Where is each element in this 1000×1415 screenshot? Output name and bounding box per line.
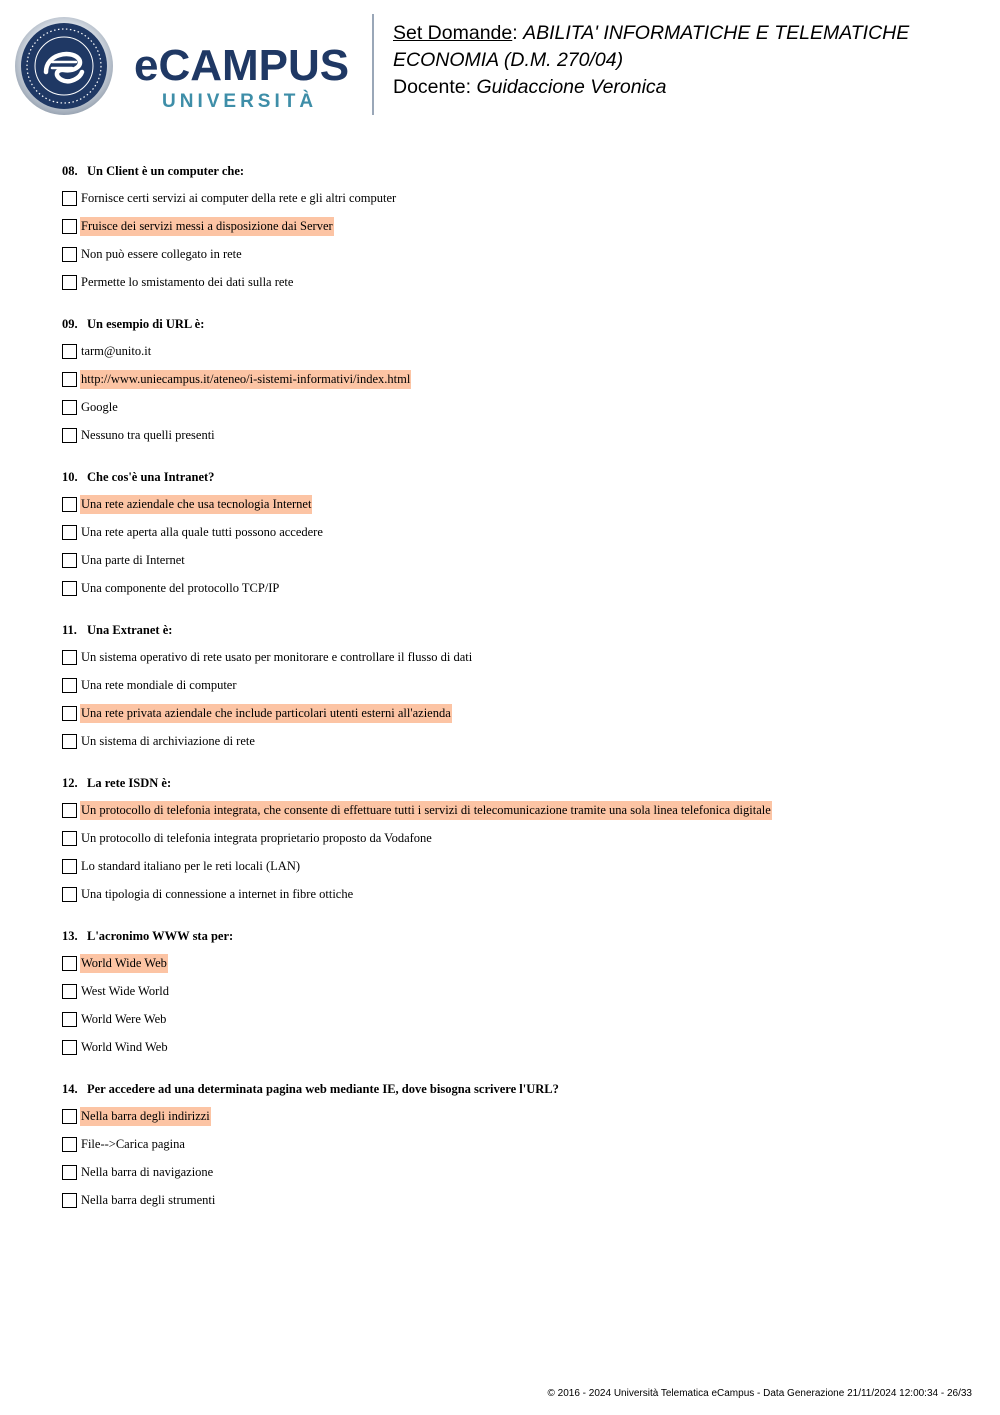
answer-text: Permette lo smistamento dei dati sulla rete [81, 274, 294, 289]
answer-text: World Wind Web [81, 1039, 168, 1054]
question-block [62, 311, 962, 449]
header-divider [372, 14, 374, 115]
checkbox-icon[interactable] [62, 984, 77, 999]
question-text: Per accedere ad una determinata pagina web mediante IE, dove bisogna scrivere l'URL? [87, 1082, 559, 1096]
checkbox-icon[interactable] [62, 803, 77, 818]
question-block [62, 617, 962, 755]
checkbox-icon[interactable] [62, 344, 77, 359]
question-block [62, 1076, 962, 1214]
checkbox-icon[interactable] [62, 678, 77, 693]
checkbox-icon[interactable] [62, 1137, 77, 1152]
answer-option[interactable] [62, 1005, 962, 1033]
checkbox-icon[interactable] [62, 553, 77, 568]
question-title [62, 1076, 962, 1102]
answer-option[interactable] [62, 824, 962, 852]
answer-text: Una rete mondiale di computer [81, 677, 237, 692]
answer-option[interactable] [62, 518, 962, 546]
correct-answer-text: World Wide Web [80, 954, 168, 973]
question-text: Una Extranet è: [87, 623, 173, 637]
answer-text: Nella barra degli strumenti [81, 1192, 216, 1207]
question-number: 14. [62, 1082, 78, 1096]
checkbox-icon[interactable] [62, 956, 77, 971]
answer-option[interactable] [62, 977, 962, 1005]
checkbox-icon[interactable] [62, 831, 77, 846]
question-text: La rete ISDN è: [87, 776, 172, 790]
question-number: 13. [62, 929, 78, 943]
correct-answer-text: Nella barra degli indirizzi [80, 1107, 211, 1126]
answer-text: Una componente del protocollo TCP/IP [81, 580, 280, 595]
answer-option[interactable] [62, 949, 962, 977]
answer-option[interactable] [62, 337, 962, 365]
answer-option[interactable] [62, 184, 962, 212]
answer-option[interactable] [62, 268, 962, 296]
answer-option[interactable] [62, 1130, 962, 1158]
logo-subtitle: UNIVERSITÀ [162, 91, 318, 112]
answer-option[interactable] [62, 699, 962, 727]
correct-answer-text: Una rete aziendale che usa tecnologia Internet [80, 495, 312, 514]
answer-option[interactable] [62, 574, 962, 602]
answer-option[interactable] [62, 240, 962, 268]
checkbox-icon[interactable] [62, 428, 77, 443]
answer-option[interactable] [62, 880, 962, 908]
answer-option[interactable] [62, 1158, 962, 1186]
answer-text: Un protocollo di telefonia integrata proprietario proposto da Vodafone [81, 830, 432, 845]
answer-text: Nessuno tra quelli presenti [81, 427, 215, 442]
question-list [62, 158, 962, 1229]
question-title [62, 770, 962, 796]
question-number: 08. [62, 164, 78, 178]
checkbox-icon[interactable] [62, 1040, 77, 1055]
checkbox-icon[interactable] [62, 372, 77, 387]
teacher-name: Guidaccione Veronica [476, 76, 667, 98]
checkbox-icon[interactable] [62, 497, 77, 512]
answer-text: World Were Web [81, 1011, 167, 1026]
question-number: 12. [62, 776, 78, 790]
answer-text: Fornisce certi servizi ai computer della rete e gli altri computer [81, 190, 397, 205]
checkbox-icon[interactable] [62, 275, 77, 290]
question-title [62, 464, 962, 490]
correct-answer-text: Un protocollo di telefonia integrata, che consente di effettuare tutti i servizi di telecomunicazione tramite una sola linea telefonica digitale [80, 801, 772, 820]
checkbox-icon[interactable] [62, 859, 77, 874]
checkbox-icon[interactable] [62, 706, 77, 721]
answer-option[interactable] [62, 1033, 962, 1061]
question-title [62, 158, 962, 184]
seal-emblem-icon [15, 17, 113, 115]
question-title [62, 311, 962, 337]
checkbox-icon[interactable] [62, 581, 77, 596]
question-text: L'acronimo WWW sta per: [87, 929, 234, 943]
question-block [62, 923, 962, 1061]
answer-option[interactable] [62, 1102, 962, 1130]
answer-text: tarm@unito.it [81, 343, 152, 358]
question-number: 11. [62, 623, 77, 637]
course-title: ABILITA' INFORMATICHE E TELEMATICHE ECONOMIA (D.M. 270/04) [393, 22, 910, 71]
answer-option[interactable] [62, 546, 962, 574]
checkbox-icon[interactable] [62, 219, 77, 234]
question-number: 10. [62, 470, 78, 484]
question-block [62, 464, 962, 602]
answer-option[interactable] [62, 796, 962, 824]
checkbox-icon[interactable] [62, 1165, 77, 1180]
answer-text: Un sistema di archiviazione di rete [81, 733, 255, 748]
page-header [393, 20, 983, 101]
question-title [62, 923, 962, 949]
answer-text: Un sistema operativo di rete usato per monitorare e controllare il flusso di dati [81, 649, 473, 664]
answer-text: Una parte di Internet [81, 552, 185, 567]
answer-option[interactable] [62, 212, 962, 240]
answer-option[interactable] [62, 671, 962, 699]
answer-text: Una tipologia di connessione a internet in fibre ottiche [81, 886, 354, 901]
page-footer: © 2016 - 2024 Università Telematica eCampus - Data Generazione 21/11/2024 12:00:34 - 26/33 [547, 1388, 972, 1399]
answer-text: Google [81, 399, 118, 414]
checkbox-icon[interactable] [62, 525, 77, 540]
answer-option[interactable] [62, 393, 962, 421]
correct-answer-text: Una rete privata aziendale che include particolari utenti esterni all'azienda [80, 704, 452, 723]
answer-text: Una rete aperta alla quale tutti possono accedere [81, 524, 323, 539]
correct-answer-text: Fruisce dei servizi messi a disposizione dai Server [80, 217, 334, 236]
checkbox-icon[interactable] [62, 191, 77, 206]
question-number: 09. [62, 317, 78, 331]
answer-text: Nella barra di navigazione [81, 1164, 214, 1179]
answer-option[interactable] [62, 643, 962, 671]
ecampus-logo [14, 16, 359, 116]
question-title [62, 617, 962, 643]
question-text: Un Client è un computer che: [87, 164, 245, 178]
checkbox-icon[interactable] [62, 400, 77, 415]
checkbox-icon[interactable] [62, 734, 77, 749]
checkbox-icon[interactable] [62, 1193, 77, 1208]
set-separator: : [512, 22, 524, 44]
checkbox-icon[interactable] [62, 1012, 77, 1027]
answer-option[interactable] [62, 727, 962, 755]
answer-text: Non può essere collegato in rete [81, 246, 242, 261]
checkbox-icon[interactable] [62, 1109, 77, 1124]
answer-text: West Wide World [81, 983, 169, 998]
set-label: Set Domande [393, 22, 513, 44]
answer-option[interactable] [62, 1186, 962, 1214]
teacher-label: Docente: [393, 76, 477, 98]
logo-wordmark: eCAMPUS [134, 41, 350, 90]
answer-option[interactable] [62, 365, 962, 393]
answer-text: Lo standard italiano per le reti locali (LAN) [81, 858, 301, 873]
question-block [62, 158, 962, 296]
answer-option[interactable] [62, 421, 962, 449]
question-text: Un esempio di URL è: [87, 317, 205, 331]
checkbox-icon[interactable] [62, 887, 77, 902]
answer-text: File-->Carica pagina [81, 1136, 185, 1151]
question-text: Che cos'è una Intranet? [87, 470, 215, 484]
checkbox-icon[interactable] [62, 247, 77, 262]
answer-option[interactable] [62, 490, 962, 518]
correct-answer-text: http://www.uniecampus.it/ateneo/i-sistemi-informativi/index.html [80, 370, 411, 389]
question-block [62, 770, 962, 908]
answer-option[interactable] [62, 852, 962, 880]
checkbox-icon[interactable] [62, 650, 77, 665]
